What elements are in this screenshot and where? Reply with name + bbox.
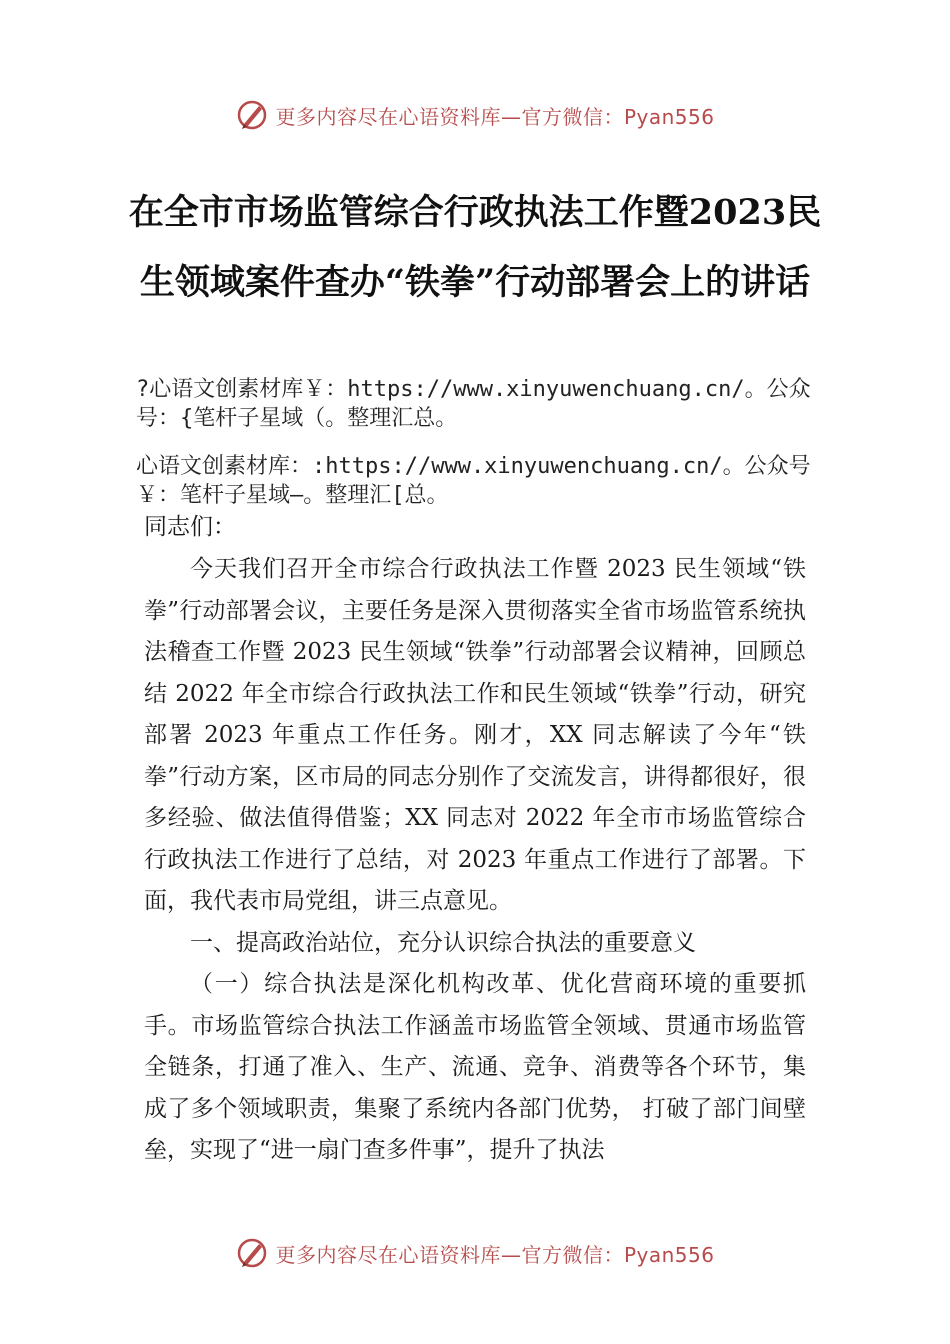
pen-logo-icon [235,1236,269,1270]
paragraph: （一）综合执法是深化机构改革、优化营商环境的重要抓手。市场监管综合执法工作涵盖市场监管全领域、贯通市场监管全链条，打通了准入、生产、流通、竞争、消费等各个环节，集成了多个领域职责，集聚了系统内各部门优势， 打破了部门间壁垒，实现了“进一扇门查多件事”，提升了执法 [144,971,806,1163]
watermark-banner-bottom [0,1233,950,1273]
source-line: 心语文创素材库：:https://www.xinyuwenchuang.cn/。公众号￥：笔杆子星域—。整理汇[总。 [136,454,811,508]
watermark-text: 更多内容尽在心语资料库—官方微信：Pyan556 [275,104,715,129]
pen-logo-icon [235,98,269,132]
source-line: ?心语文创素材库￥：https://www.xinyuwenchuang.cn/。公众号：{笔杆子星域（。整理汇总。 [136,377,811,431]
document-title: 在全市市场监管综合行政执法工作暨2023民生领域案件查办“铁拳”行动部署会上的讲话 [128,192,822,303]
paragraph: 今天我们召开全市综合行政执法工作暨 2023 民生领域“铁拳”行动部署会议，主要任务是深入贯彻落实全省市场监管系统执法稽查工作暨 2023 民生领域“铁拳”行动部署会议精神，回顾总结 2022 年全市综合行政执法工作和民生领域“铁拳”行动，研究部署 2023 年重点工作任务。刚才，XX 同志解读了今年“铁拳”行动方案，区市局的同志分别作了交流发言，讲得都很好，很多经验、做法值得借鉴；XX 同志对 2022 年全市市场监管综合行政执法工作进行了总结，对 2023 年重点工作进行了部署。下面，我代表市局党组，讲三点意见。 [144,556,806,914]
watermark-text: 更多内容尽在心语资料库—官方微信：Pyan556 [275,1242,715,1267]
greeting: 同志们： [144,514,236,540]
watermark-banner-top [0,95,950,135]
section-heading: 一、提高政治站位，充分认识综合执法的重要意义 [190,929,696,956]
document-body [144,549,806,1172]
